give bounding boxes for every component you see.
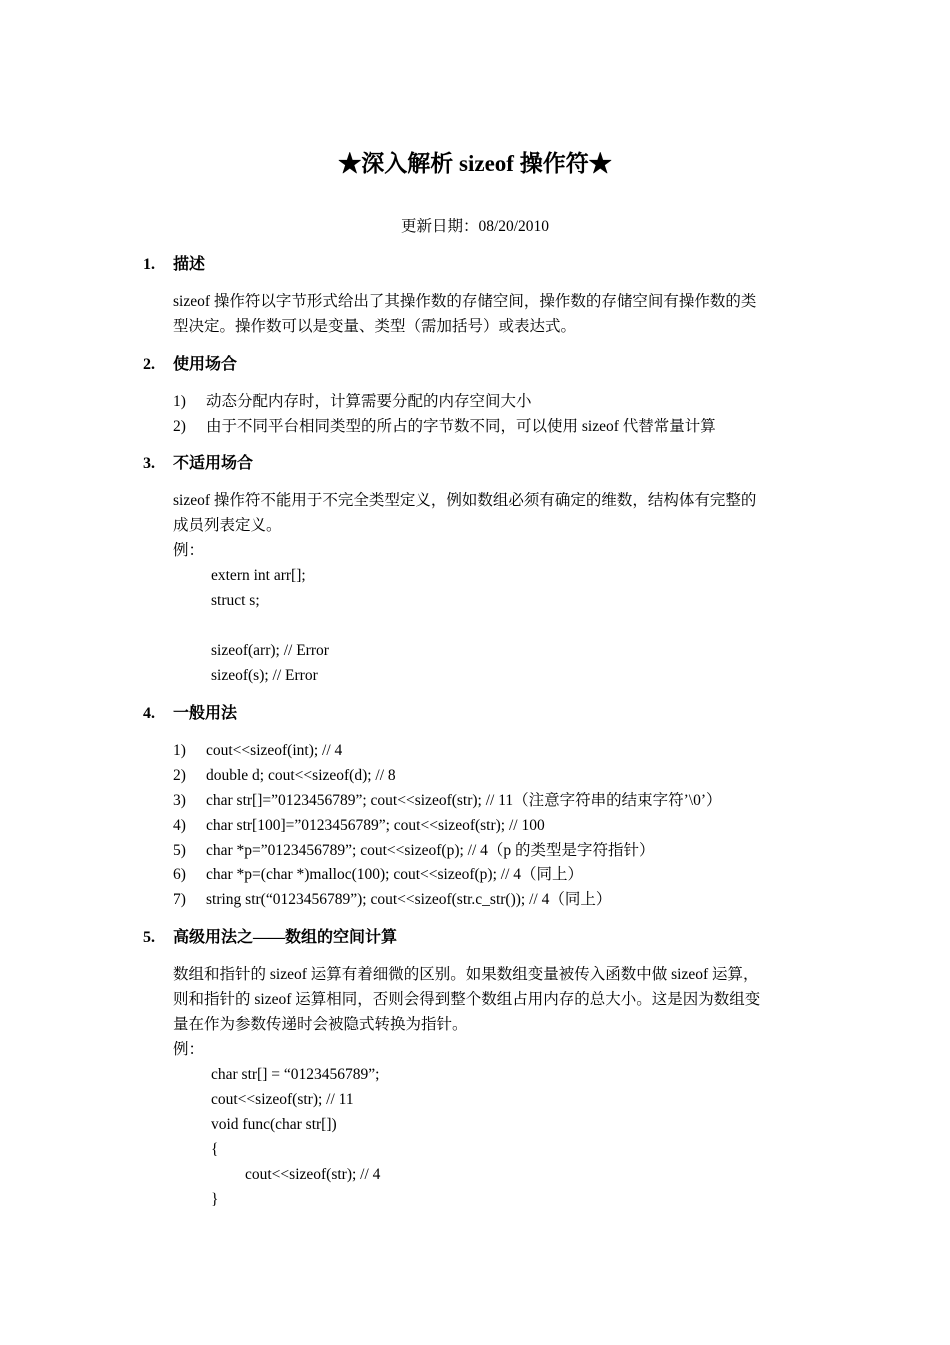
section-3-para-line-1: sizeof 操作符不能用于不完全类型定义，例如数组必须有确定的维数，结构体有完整的 [173,492,757,509]
section-4-item-text: cout<<sizeof(int); // 4 [206,742,343,759]
section-5-para-line-3: 量在作为参数传递时会被隐式转换为指针。 [173,1016,468,1033]
section-5-para-line-1: 数组和指针的 sizeof 运算有着细微的区别。如果数组变量被传入函数中做 sizeof 运算， [173,966,759,983]
section-4-item-number: 1) [173,742,186,759]
section-5-number: 5. [143,929,155,946]
section-1-para-line-1: sizeof 操作符以字节形式给出了其操作数的存储空间，操作数的存储空间有操作数的类 [173,293,757,310]
section-4-number: 4. [143,705,155,722]
section-4-item-number: 7) [173,891,186,908]
section-3-code-line: struct s; [211,592,260,609]
section-4-title: 一般用法 [173,705,238,722]
section-4-item-number: 2) [173,767,186,784]
section-5-title: 高级用法之——数组的空间计算 [173,929,398,946]
section-4-item-text: string str(“0123456789”); cout<<sizeof(str.c_str()); // 4（同上） [206,891,612,908]
section-4-item-number: 5) [173,842,186,859]
document-title: ★深入解析 sizeof 操作符★ [338,151,612,176]
section-4-item-number: 4) [173,817,186,834]
section-3-code-line: sizeof(arr); // Error [211,642,329,659]
section-3-code-line: sizeof(s); // Error [211,667,318,684]
section-5-code-line: char str[] = “0123456789”; [211,1066,380,1083]
section-5-para-line-2: 则和指针的 sizeof 运算相同，否则会得到整个数组占用内存的总大小。这是因为数组变 [173,991,761,1008]
section-4-item-number: 6) [173,866,186,883]
section-4-item-text: char *p=(char *)malloc(100); cout<<sizeof(p); // 4（同上） [206,866,584,883]
section-3-para-line-2: 成员列表定义。 [173,517,282,534]
section-2-item-1-text: 动态分配内存时，计算需要分配的内存空间大小 [206,393,532,410]
section-3-number: 3. [143,455,155,472]
section-3-example-label: 例： [173,542,205,559]
section-3-code-line: extern int arr[]; [211,567,306,584]
section-5-code-line: cout<<sizeof(str); // 4 [245,1166,381,1183]
section-5-code-line: cout<<sizeof(str); // 11 [211,1091,354,1108]
section-5-example-label: 例： [173,1041,205,1058]
section-1-para-line-2: 型决定。操作数可以是变量、类型（需加括号）或表达式。 [173,318,577,335]
section-2-title: 使用场合 [173,356,238,373]
section-3-title: 不适用场合 [173,455,254,472]
update-date: 更新日期：08/20/2010 [400,218,550,235]
section-2-item-2-text: 由于不同平台相同类型的所占的字节数不同，可以使用 sizeof 代替常量计算 [206,418,716,435]
section-1-title: 描述 [173,256,206,273]
section-4-item-text: char str[100]=”0123456789”; cout<<sizeof(str); // 100 [206,817,545,834]
section-5-code-line: void func(char str[]) [211,1116,337,1133]
section-4-item-text: char *p=”0123456789”; cout<<sizeof(p); // 4（p 的类型是字符指针） [206,842,655,859]
section-2-item-1-number: 1) [173,393,186,410]
section-5-code-line: } [211,1191,219,1208]
section-4-item-number: 3) [173,792,186,809]
section-2-item-2-number: 2) [173,418,186,435]
section-4-item-text: char str[]=”0123456789”; cout<<sizeof(str); // 11（注意字符串的结束字符’\0’） [206,792,722,809]
section-5-code-line: { [211,1141,219,1158]
section-1-number: 1. [143,256,155,273]
section-2-number: 2. [143,356,155,373]
section-4-item-text: double d; cout<<sizeof(d); // 8 [206,767,396,784]
